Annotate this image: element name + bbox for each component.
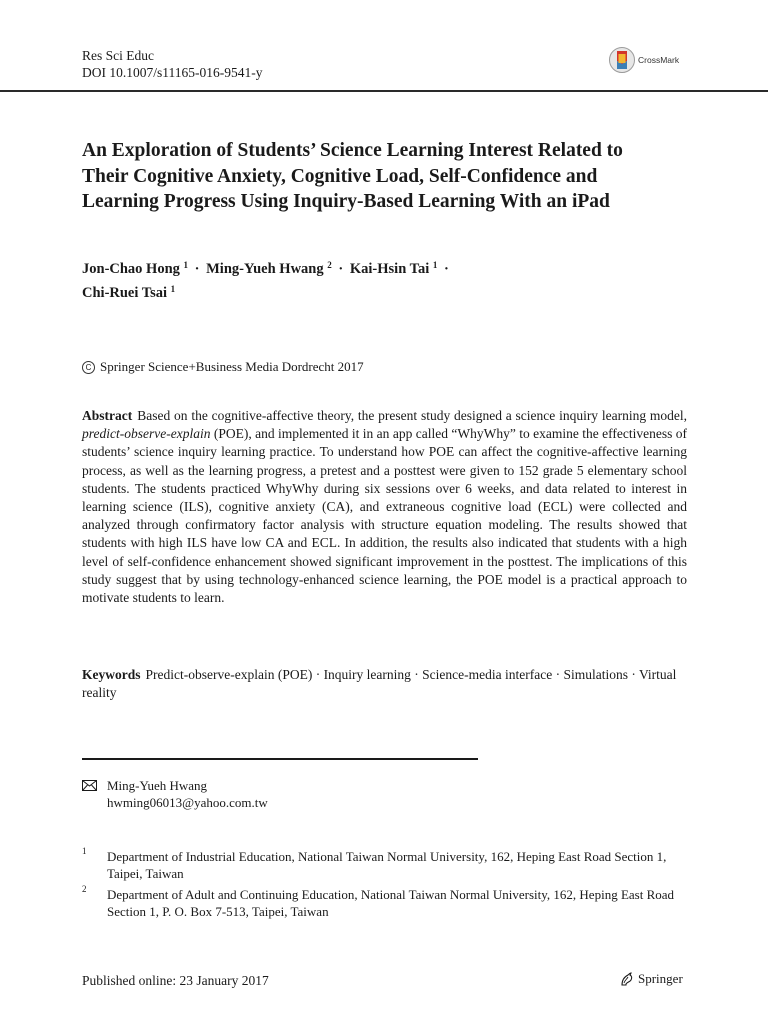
- copyright-text: Springer Science+Business Media Dordrecht 2017: [100, 359, 364, 374]
- doi[interactable]: DOI 10.1007/s11165-016-9541-y: [82, 65, 263, 80]
- affiliation-marker: 1: [170, 283, 176, 294]
- affiliation-number: 2: [82, 884, 87, 894]
- abstract-italic-term: predict-observe-explain: [82, 426, 211, 442]
- crossmark-label: CrossMark: [638, 55, 680, 65]
- affiliation-marker: 1: [432, 260, 438, 270]
- author-separator: ·: [194, 261, 200, 277]
- author-name[interactable]: Kai-Hsin Tai: [349, 261, 430, 277]
- keywords-text: Predict-observe-explain (POE) · Inquiry learning · Science-media interface · Simulations · Virtual reality: [82, 667, 677, 701]
- crossmark-badge[interactable]: [609, 47, 679, 73]
- keywords: [82, 666, 687, 702]
- publisher-name: Springer: [638, 971, 683, 986]
- crossmark-icon: [609, 47, 635, 73]
- affiliation-text: Department of Industrial Education, National Taiwan Normal University, 162, Heping East Road Section 1, Taipei, Taiwan: [107, 849, 667, 881]
- copyright-line: [82, 359, 364, 375]
- abstract-heading: Abstract: [82, 408, 133, 423]
- affiliation: [82, 848, 682, 882]
- envelope-icon: [82, 780, 97, 791]
- affiliation-marker: 2: [327, 260, 332, 270]
- journal-header: [82, 47, 262, 81]
- affiliation-text: Department of Adult and Continuing Education, National Taiwan Normal University, 162, Heping East Road Section 1, P. O. Box 7-513, Taipei, Taiwan: [107, 887, 675, 919]
- author-separator: ·: [338, 261, 344, 277]
- springer-horse-icon: [619, 971, 635, 987]
- affiliation: [82, 886, 682, 920]
- journal-name: Res Sci Educ: [82, 48, 154, 63]
- springer-logo: [619, 971, 683, 987]
- keywords-heading: Keywords: [82, 667, 141, 682]
- affiliation-marker: 1: [183, 260, 189, 270]
- author-name[interactable]: Chi-Ruei Tsai: [82, 284, 168, 301]
- header-rule: [0, 90, 768, 92]
- published-date: Published online: 23 January 2017: [82, 973, 269, 988]
- contact-email[interactable]: hwming06013@yahoo.com.tw: [107, 795, 268, 810]
- affiliation-number: 1: [82, 846, 87, 856]
- footnote-rule: [82, 758, 478, 760]
- abstract: [82, 407, 687, 607]
- abstract-text-part: Based on the cognitive-affective theory, the present study designed a science inquiry learning model,: [137, 408, 687, 423]
- author-separator: ·: [444, 261, 449, 277]
- author-name[interactable]: Ming-Yueh Hwang: [206, 261, 324, 277]
- author-name[interactable]: Jon-Chao Hong: [82, 261, 180, 277]
- article-title: An Exploration of Students’ Science Learning Interest Related to Their Cognitive Anxiety, Cognitive Load, Self-Confidence and Learning Progress Using Inquiry-Based Learning With an iPad: [82, 140, 623, 212]
- author-list: [82, 256, 642, 303]
- corresponding-author: [82, 777, 268, 811]
- copyright-icon: C: [82, 361, 95, 374]
- contact-name: Ming-Yueh Hwang: [107, 778, 208, 793]
- abstract-text-part: (POE), and implemented it in an app called “WhyWhy” to examine the effectiveness of students’ science inquiry learning practice. To understand how POE can affect the cognitive-affective learning process, as well as the learning progress, a pretest and a posttest were given to 152 grade 5 elementary school students. The students practiced WhyWhy during six sessions over 6 weeks, and data related to interest in learning science (ILS), cognitive anxiety (CA), and extraneous cognitive load (ECL) were collected and analyzed through confirmatory factor analysis with structure equation modeling. The results showed that students with high ILS have low CA and ECL. In addition, the results also indicated that students with a high level of self-confidence enhancement showed significant improvement in the posttest. The implications of this study suggest that by using technology-enhanced science learning, the POE model is a practical approach to motivate students to learn.: [82, 426, 687, 606]
